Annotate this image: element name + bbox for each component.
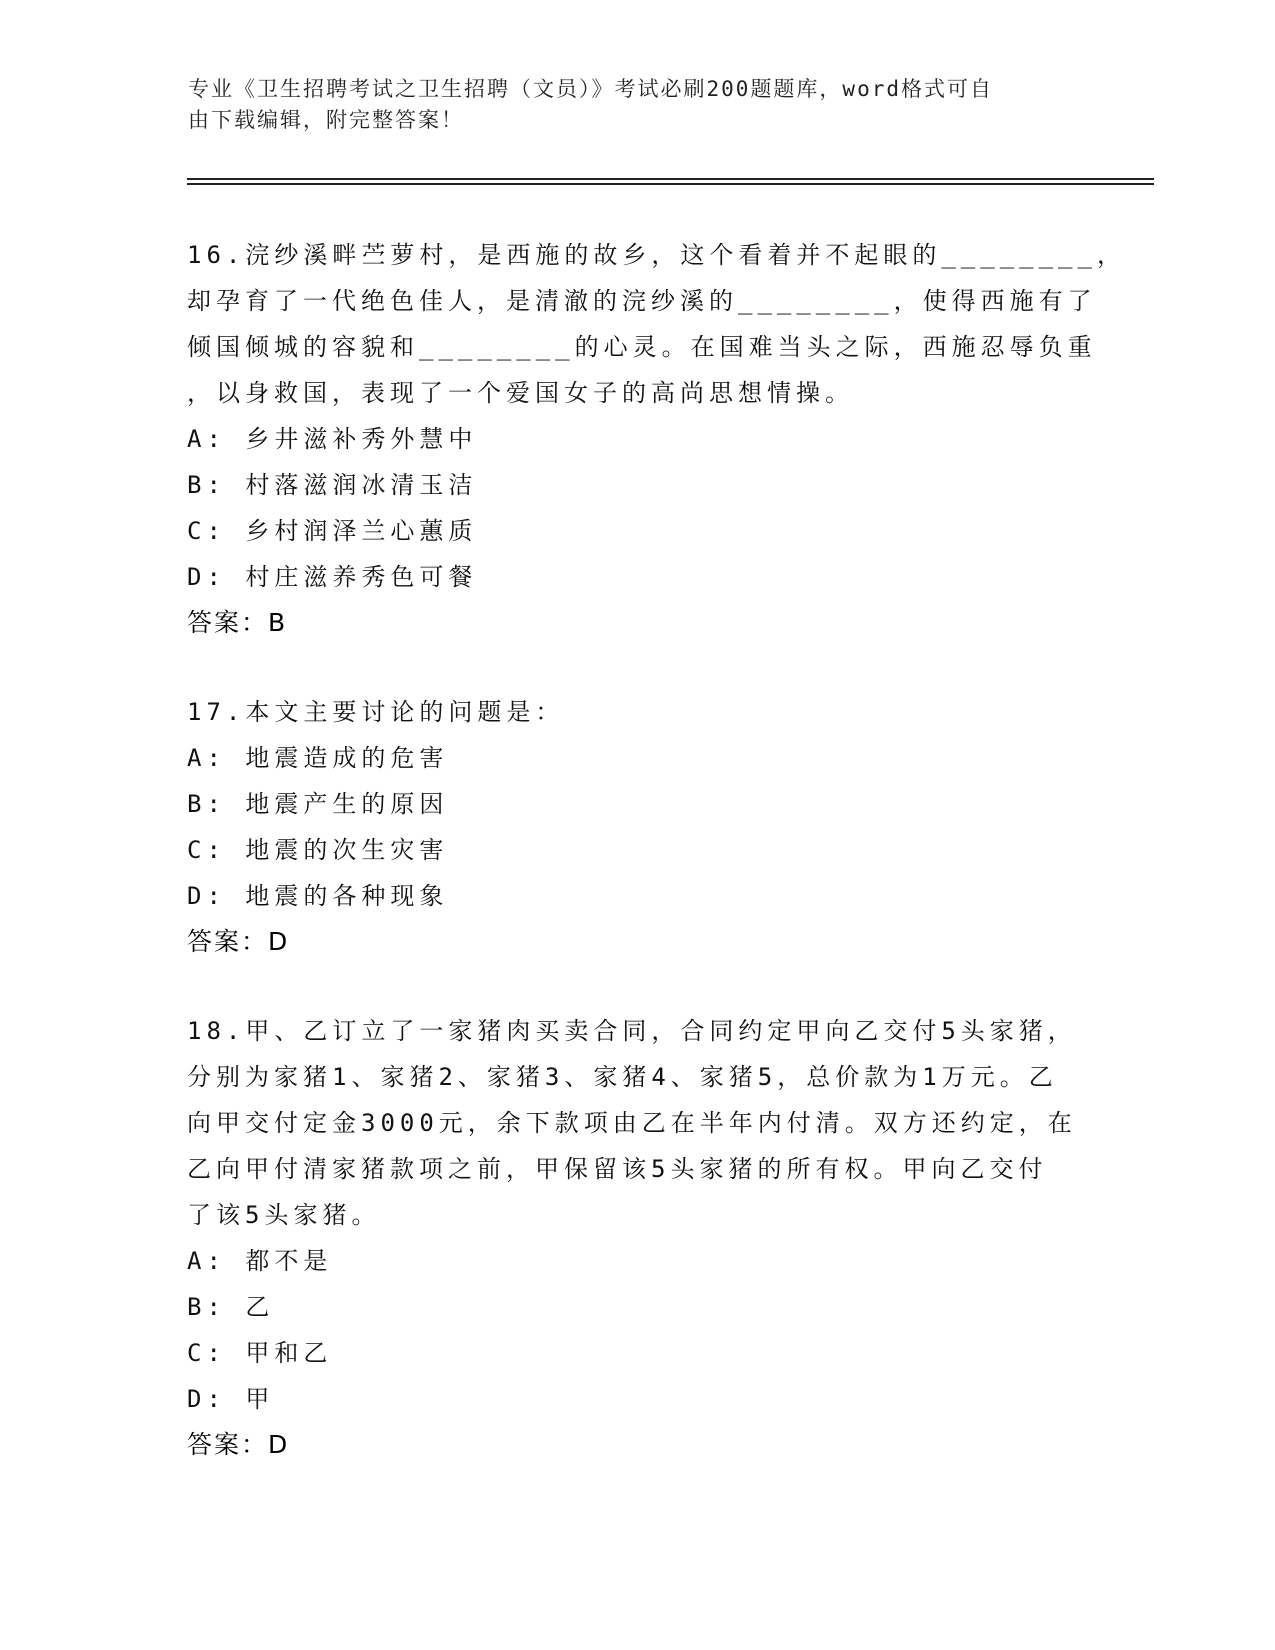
question-list	[187, 232, 1126, 1511]
option-a: A: 乡井滋补秀外慧中	[187, 425, 478, 453]
answer-label: 答案：D	[187, 927, 290, 956]
question-text-line: 倾国倾城的容貌和________的心灵。在国难当头之际，西施忍辱负重	[187, 333, 1097, 361]
question-text-line: 向甲交付定金3000元，余下款项由乙在半年内付清。双方还约定，在	[187, 1109, 1077, 1137]
question-16	[187, 232, 1126, 646]
question-text-line: ，以身救国，表现了一个爱国女子的高尚思想情操。	[187, 379, 854, 407]
option-b: B: 乙	[187, 1293, 275, 1321]
document-header	[188, 74, 1088, 136]
option-c: C: 甲和乙	[187, 1339, 333, 1367]
question-text-line: 18.甲、乙订立了一家猪肉买卖合同，合同约定甲向乙交付5头家猪，	[187, 1017, 1077, 1045]
header-divider-bottom	[187, 183, 1154, 185]
option-c: C: 地震的次生灾害	[187, 836, 449, 864]
option-a: A: 都不是	[187, 1247, 333, 1275]
question-text-line: 16.浣纱溪畔苎萝村，是西施的故乡，这个看着并不起眼的________，	[187, 241, 1126, 269]
answer-label: 答案：D	[187, 1430, 290, 1459]
question-text-line: 分别为家猪1、家猪2、家猪3、家猪4、家猪5，总价款为1万元。乙	[187, 1063, 1058, 1091]
question-17	[187, 689, 1087, 965]
option-c: C: 乡村润泽兰心蕙质	[187, 517, 478, 545]
option-d: D: 甲	[187, 1385, 275, 1413]
option-b: B: 地震产生的原因	[187, 790, 449, 818]
header-divider-top	[187, 178, 1154, 180]
question-18	[187, 1008, 1087, 1468]
question-text-line: 了该5头家猪。	[187, 1201, 381, 1229]
option-d: D: 地震的各种现象	[187, 882, 449, 910]
header-line-1: 专业《卫生招聘考试之卫生招聘（文员）》考试必刷200题题库，word格式可自	[188, 77, 993, 101]
answer-label: 答案：B	[187, 608, 288, 637]
question-text-line: 乙向甲付清家猪款项之前，甲保留该5头家猪的所有权。甲向乙交付	[187, 1155, 1048, 1183]
question-text-line: 却孕育了一代绝色佳人，是清澈的浣纱溪的________，使得西施有了	[187, 287, 1097, 315]
option-d: D: 村庄滋养秀色可餐	[187, 563, 478, 591]
option-a: A: 地震造成的危害	[187, 744, 449, 772]
header-line-2: 由下载编辑，附完整答案！	[188, 108, 464, 132]
question-text-line: 17.本文主要讨论的问题是：	[187, 698, 565, 726]
option-b: B: 村落滋润冰清玉洁	[187, 471, 478, 499]
